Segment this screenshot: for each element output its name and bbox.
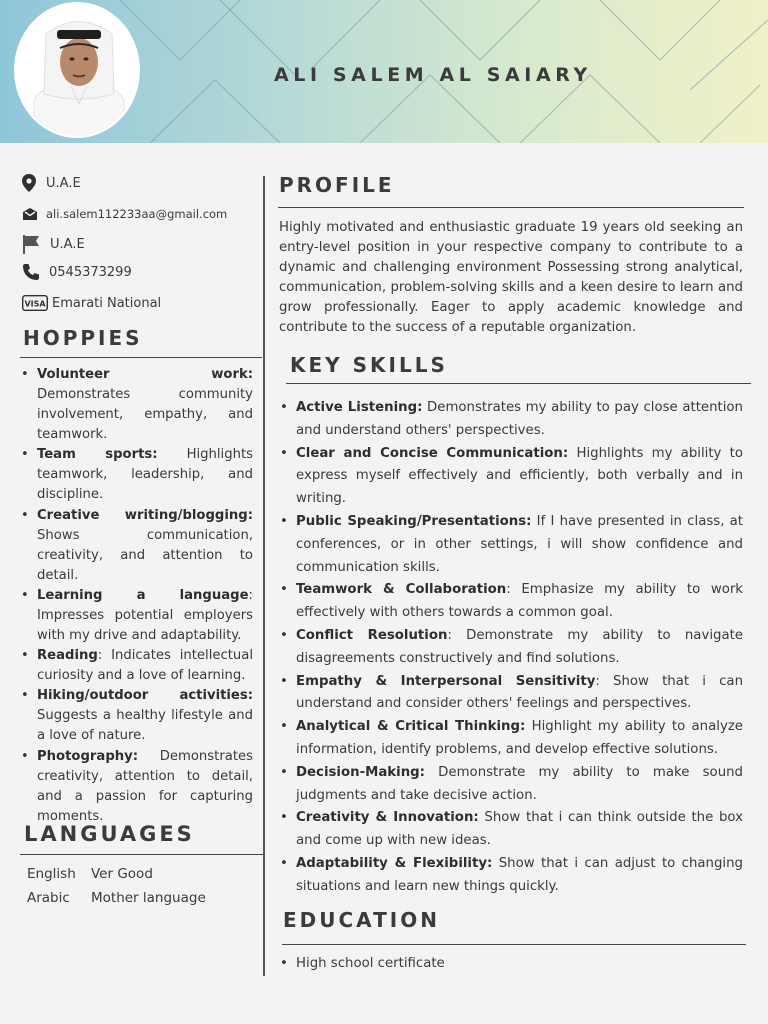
list-item: • Decision-Making: Demonstrate my ability to make sound judgments and take decisive action.	[280, 762, 743, 808]
list-item: • Analytical & Critical Thinking: Highlight my ability to analyze information, identify problems, and develop effective solutions.	[280, 716, 743, 762]
list-item: • Creativity & Innovation: Show that i can think outside the box and come up with new ideas.	[280, 807, 743, 853]
list-item: • Creative writing/blogging: Shows communication, creativity, and attention to detail.	[21, 506, 253, 586]
contact-country	[22, 235, 85, 253]
list-item: • Clear and Concise Communication: Highlights my ability to express myself effectively and efficiently, both verbally and in writing.	[280, 443, 743, 511]
skills-list	[280, 397, 743, 899]
list-item: • Reading: Indicates intellectual curiosity and a love of learning.	[21, 646, 253, 686]
country-text: U.A.E	[50, 236, 85, 252]
nationality-text: Emarati National	[52, 295, 162, 311]
visa-card-icon	[22, 294, 52, 312]
language-row	[27, 890, 206, 906]
languages-heading: LANGUAGES	[24, 822, 195, 846]
languages-rule	[20, 854, 264, 855]
visa-badge-text: VISA	[24, 299, 46, 309]
language-name: English	[27, 866, 76, 882]
contact-phone	[22, 263, 132, 281]
list-item: • Photography: Demonstrates creativity, attention to detail, and a passion for capturing moments.	[21, 747, 253, 827]
language-name: Arabic	[27, 890, 70, 906]
contact-location	[22, 174, 81, 192]
envelope-icon	[22, 205, 46, 223]
list-item: • Public Speaking/Presentations: If I have presented in class, at conferences, or in other settings, i will show confidence and communication skills.	[280, 511, 743, 579]
skills-rule	[286, 383, 751, 384]
list-item: • High school certificate	[280, 956, 445, 971]
education-rule	[282, 944, 746, 945]
list-item: • Teamwork & Collaboration: Emphasize my ability to work effectively with others towards a common goal.	[280, 579, 743, 625]
list-item: • Adaptability & Flexibility: Show that i can adjust to changing situations and learn new things quickly.	[280, 853, 743, 899]
list-item: • Empathy & Interpersonal Sensitivity: Show that i can understand and consider others' feelings and perspectives.	[280, 671, 743, 717]
flag-icon	[22, 235, 50, 253]
header-banner	[0, 0, 768, 143]
language-row	[27, 866, 153, 882]
profile-heading: PROFILE	[279, 173, 395, 197]
phone-number[interactable]: 0545373299	[49, 264, 132, 280]
full-name: ALI SALEM AL SAIARY	[274, 64, 592, 86]
location-pin-icon	[22, 174, 46, 192]
list-item: • Team sports: Highlights teamwork, leadership, and discipline.	[21, 445, 253, 505]
hobbies-heading: HOPPIES	[23, 326, 143, 350]
list-item: • Active Listening: Demonstrates my ability to pay close attention and understand others' perspectives.	[280, 397, 743, 443]
portrait-image	[16, 4, 140, 138]
hobbies-list	[21, 365, 253, 827]
list-item: • Conflict Resolution: Demonstrate my ability to navigate disagreements constructively and find solutions.	[280, 625, 743, 671]
column-divider	[263, 176, 265, 976]
list-item: • Hiking/outdoor activities: Suggests a healthy lifestyle and a love of nature.	[21, 686, 253, 746]
contact-email	[22, 205, 227, 223]
location-text: U.A.E	[46, 175, 81, 191]
hobbies-rule	[20, 357, 262, 358]
language-level: Ver Good	[91, 866, 153, 882]
phone-icon	[22, 263, 49, 281]
language-level: Mother language	[91, 890, 206, 906]
profile-photo	[14, 2, 140, 138]
skills-heading: KEY SKILLS	[290, 353, 448, 377]
education-heading: EDUCATION	[283, 908, 440, 932]
list-item: • Learning a language: Impresses potential employers with my drive and adaptability.	[21, 586, 253, 646]
education-list	[280, 956, 445, 971]
contact-nationality	[22, 294, 161, 312]
list-item: • Volunteer work: Demonstrates community involvement, empathy, and teamwork.	[21, 365, 253, 445]
email-link[interactable]: ali.salem112233aa@gmail.com	[46, 207, 228, 221]
profile-summary: Highly motivated and enthusiastic graduate 19 years old seeking an entry-level position in your respective company to contribute to a dynamic and challenging environment Possessing strong analytical, communication, problem-solving skills and a keen desire to learn and grow professionally. Eager to apply academic knowledge and contribute to the success of a reputable organization.	[279, 220, 743, 335]
profile-rule	[278, 207, 744, 208]
